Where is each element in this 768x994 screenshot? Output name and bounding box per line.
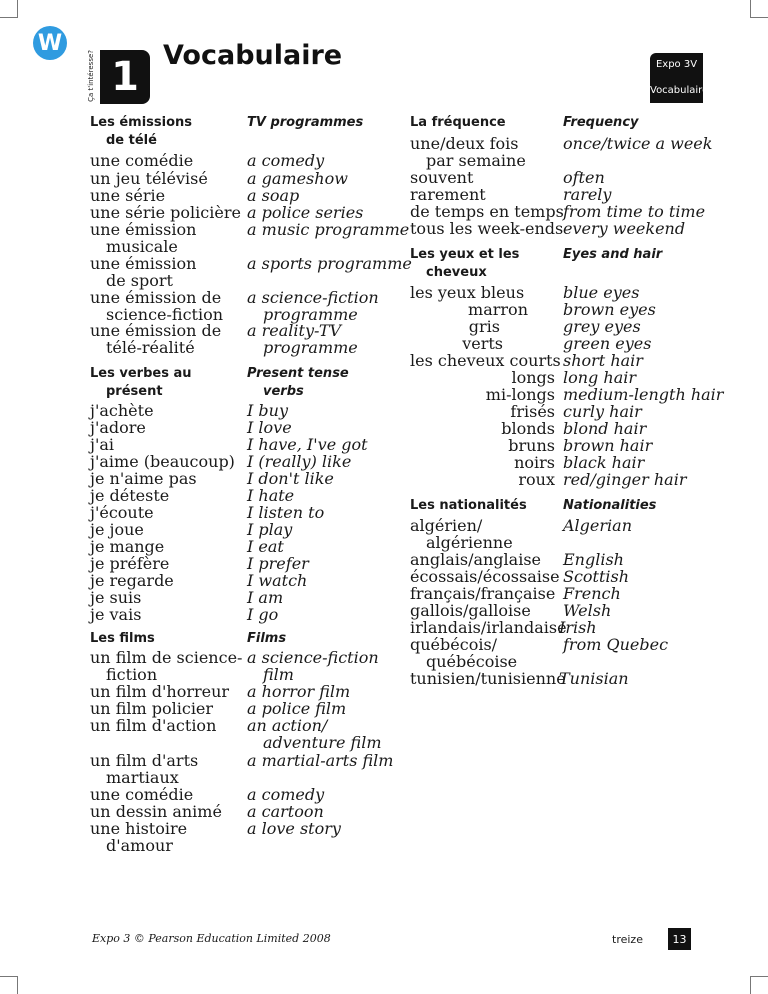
list-item: once/twice a week [563, 134, 713, 153]
page-number: 13 [668, 928, 691, 950]
list-item: je suis [90, 588, 142, 607]
list-item: I eat [247, 537, 284, 556]
list-item: fiction [106, 665, 158, 684]
list-item: a sports programme [247, 254, 412, 273]
list-item: Algerian [563, 516, 632, 535]
list-item: a music programme [247, 220, 410, 239]
list-item: adventure film [263, 733, 382, 752]
expo-badge-line1: Expo 3V [655, 59, 698, 70]
list-item: un dessin animé [90, 802, 222, 821]
list-item: un jeu télévisé [90, 169, 208, 188]
list-item: red/ginger hair [563, 470, 687, 489]
list-item: science-fiction [106, 305, 224, 324]
crop-mark [17, 0, 18, 18]
list-item: a cartoon [247, 802, 324, 821]
list-item: j'adore [90, 418, 146, 437]
list-item: bruns [508, 436, 555, 455]
list-item: medium-length hair [563, 385, 724, 404]
list-item: I go [247, 605, 279, 624]
list-item: I buy [247, 401, 288, 420]
list-item: je mange [90, 537, 165, 556]
crop-mark [750, 976, 768, 977]
list-item: verts [462, 334, 503, 353]
list-item: I listen to [247, 503, 325, 522]
tv-heading-fr-1: Les émissions [90, 115, 193, 130]
list-item: Irish [559, 618, 597, 637]
unit-number: 1 [100, 50, 150, 104]
list-item: rarely [563, 185, 612, 204]
list-item: tunisien/tunisienne [410, 669, 566, 688]
list-item: I watch [247, 571, 308, 590]
list-item: often [563, 168, 605, 187]
frequency-heading-fr: La fréquence [410, 115, 506, 130]
films-heading-en: Films [247, 631, 287, 646]
list-item: gris [468, 317, 500, 336]
list-item: I hate [247, 486, 295, 505]
list-item: every weekend [563, 219, 686, 238]
list-item: une/deux fois [410, 134, 519, 153]
list-item: une émission [90, 220, 197, 239]
list-item: je vais [90, 605, 142, 624]
verbs-heading-en-1: Present tense [247, 366, 349, 381]
frequency-heading-en: Frequency [563, 115, 639, 130]
list-item: mi-longs [485, 385, 555, 404]
eyes-hair-heading-fr-1: Les yeux et les [410, 247, 520, 262]
list-item: blue eyes [563, 283, 640, 302]
list-item: a soap [247, 186, 300, 205]
list-item: irlandais/irlandaise [410, 618, 567, 637]
list-item: un film de science- [90, 648, 243, 667]
list-item: de temps en temps [410, 202, 564, 221]
list-item: un film d'horreur [90, 682, 230, 701]
list-item: une comédie [90, 151, 194, 170]
eyes-hair-heading-en: Eyes and hair [563, 247, 663, 262]
list-item: je regarde [90, 571, 174, 590]
crop-mark [750, 17, 768, 18]
list-item: Welsh [563, 601, 612, 620]
verbs-heading-fr-2: présent [106, 384, 163, 399]
list-item: d'amour [106, 836, 173, 855]
list-item: je déteste [90, 486, 170, 505]
list-item: un film policier [90, 699, 214, 718]
expo-badge-line2: Vocabulaire [650, 85, 709, 96]
nationalities-heading-en: Nationalities [563, 498, 657, 513]
list-item: une émission de [90, 288, 222, 307]
list-item: les cheveux courts [410, 351, 561, 370]
expo-badge [650, 53, 709, 103]
list-item: I prefer [247, 554, 309, 573]
list-item: télé-réalité [106, 338, 195, 357]
list-item: noirs [514, 453, 555, 472]
list-item: black hair [563, 453, 645, 472]
list-item: I don't like [247, 469, 334, 488]
list-item: blonds [501, 419, 555, 438]
list-item: a police series [247, 203, 364, 222]
list-item: a comedy [247, 151, 325, 170]
list-item: gallois/galloise [410, 601, 531, 620]
list-item: martiaux [106, 768, 179, 787]
list-item: Scottish [563, 567, 630, 586]
crop-mark [750, 0, 751, 18]
unit-tab [84, 51, 100, 104]
list-item: je n'aime pas [90, 469, 197, 488]
crop-mark [750, 976, 751, 994]
list-item: I am [247, 588, 284, 607]
list-item: une comédie [90, 785, 194, 804]
list-item: green eyes [563, 334, 652, 353]
crop-mark [0, 17, 18, 18]
verbs-heading-fr-1: Les verbes au [90, 366, 192, 381]
list-item: a gameshow [247, 169, 348, 188]
list-item: programme [263, 305, 358, 324]
list-item: programme [263, 338, 358, 357]
list-item: souvent [410, 168, 474, 187]
list-item: une série [90, 186, 166, 205]
list-item: I love [247, 418, 292, 437]
verbs-heading-en-2: verbs [263, 384, 304, 399]
list-item: an action/ [247, 716, 328, 735]
list-item: par semaine [426, 151, 526, 170]
tv-heading-fr-2: de télé [106, 133, 157, 148]
list-item: English [563, 550, 624, 569]
list-item: Tunisian [559, 669, 629, 688]
list-item: a horror film [247, 682, 351, 701]
list-item: grey eyes [563, 317, 641, 336]
list-item: brown hair [563, 436, 653, 455]
list-item: from time to time [563, 202, 706, 221]
films-heading-fr: Les films [90, 631, 155, 646]
page-title: Vocabulaire [163, 40, 343, 71]
list-item: marron [468, 300, 528, 319]
list-item: une émission de [90, 321, 222, 340]
list-item: algérienne [426, 533, 513, 552]
list-item: film [263, 665, 294, 684]
page-word: treize [612, 933, 643, 946]
w-logo: W [33, 26, 67, 60]
list-item: a science-fiction [247, 648, 379, 667]
eyes-hair-heading-fr-2: cheveux [426, 265, 487, 280]
list-item: anglais/anglaise [410, 550, 541, 569]
list-item: a science-fiction [247, 288, 379, 307]
list-item: blond hair [563, 419, 647, 438]
unit-tab-text: Ça t'intéresse? [87, 50, 95, 102]
list-item: I play [247, 520, 293, 539]
list-item: curly hair [563, 402, 642, 421]
list-item: québécoise [426, 652, 518, 671]
list-item: French [563, 584, 621, 603]
tv-heading-en: TV programmes [247, 115, 364, 130]
list-item: I have, I've got [247, 435, 368, 454]
crop-mark [0, 976, 18, 977]
list-item: tous les week-ends [410, 219, 564, 238]
list-item: j'ai [90, 435, 115, 454]
list-item: j'écoute [90, 503, 154, 522]
list-item: je joue [90, 520, 144, 539]
list-item: un film d'action [90, 716, 217, 735]
list-item: a martial-arts film [247, 751, 394, 770]
list-item: rarement [410, 185, 486, 204]
list-item: from Quebec [563, 635, 669, 654]
crop-mark [17, 976, 18, 994]
list-item: longs [511, 368, 555, 387]
list-item: a comedy [247, 785, 325, 804]
list-item: brown eyes [563, 300, 656, 319]
list-item: une histoire [90, 819, 188, 838]
list-item: a love story [247, 819, 341, 838]
list-item: un film d'arts [90, 751, 199, 770]
list-item: québécois/ [410, 635, 498, 654]
list-item: I (really) like [247, 452, 352, 471]
list-item: une série policière [90, 203, 241, 222]
list-item: je préfère [90, 554, 170, 573]
list-item: roux [518, 470, 555, 489]
list-item: musicale [106, 237, 178, 256]
list-item: short hair [563, 351, 643, 370]
list-item: une émission [90, 254, 197, 273]
list-item: les yeux bleus [410, 283, 525, 302]
list-item: j'achète [90, 401, 154, 420]
list-item: algérien/ [410, 516, 483, 535]
copyright-text: Expo 3 © Pearson Education Limited 2008 [92, 932, 331, 945]
list-item: de sport [106, 271, 173, 290]
list-item: écossais/écossaise [410, 567, 560, 586]
list-item: j'aime (beaucoup) [90, 452, 235, 471]
list-item: frisés [510, 402, 555, 421]
list-item: a reality-TV [247, 321, 342, 340]
list-item: français/française [410, 584, 556, 603]
list-item: a police film [247, 699, 347, 718]
list-item: long hair [563, 368, 636, 387]
nationalities-heading-fr: Les nationalités [410, 498, 527, 513]
